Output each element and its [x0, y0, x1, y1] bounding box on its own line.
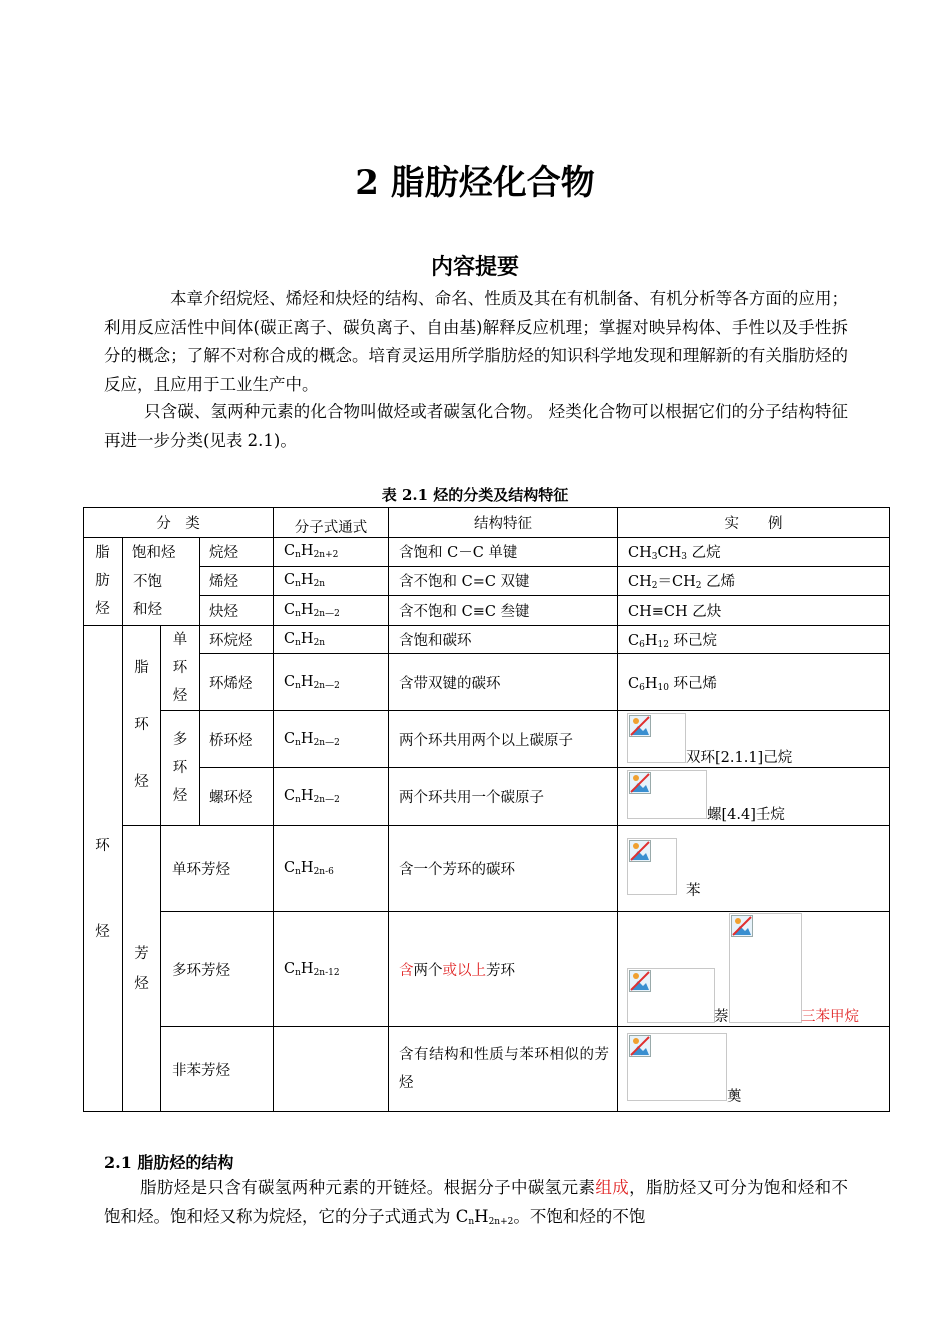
structure-image-spirononane	[627, 770, 707, 819]
row-example-alkene: $CH_2=CH_2$ 乙烯	[628, 574, 736, 591]
broken-image-icon	[629, 970, 651, 992]
structure-image-bicyclohexane	[627, 713, 686, 763]
row-feature-bridged: 两个环共用两个以上碳原子	[399, 732, 573, 749]
row-name-alkene: 烯烃	[209, 574, 238, 590]
structure-image-azulene	[627, 1033, 727, 1101]
section-subtitle: 内容提要	[430, 255, 519, 280]
group-saturated: 饱和烃	[132, 545, 176, 561]
row-example-alkyne: CH≡CH 乙炔	[628, 603, 722, 620]
paragraph-classification: 只含碳、氢两种元素的化合物叫做烃或者碳氢化合物。 烃类化合物可以根据它们的分子结构特征再进一步分类(见表 2.1)。	[104, 402, 848, 450]
group-aromatic: 芳 烃	[134, 945, 149, 992]
row-example-azulene: 薁	[727, 1089, 742, 1105]
row-formula-cycloalkene: $C_nH_{2n—2}$	[284, 673, 340, 691]
row-example-cycloalkane: $C_6H_{12}$ 环己烷	[628, 633, 718, 650]
row-feature-monoaromatic: 含一个芳环的碳环	[399, 862, 515, 878]
structure-image-benzene	[627, 838, 677, 895]
page-title: 2 脂肪烃化合物	[355, 163, 595, 203]
row-name-alkane: 烷烃	[209, 545, 238, 561]
row-formula-alkene: $C_nH_{2n}$	[284, 572, 326, 589]
row-feature-alkene: 含不饱和 C=C 双键	[399, 574, 530, 590]
broken-image-icon	[629, 715, 651, 737]
row-formula-alkyne: $C_nH_{2n—2}$	[284, 601, 340, 619]
row-formula-bridged: $C_nH_{2n—2}$	[284, 730, 340, 748]
group-aliphatic: 脂 肪 烃	[95, 545, 110, 617]
row-example-monoaromatic: 苯	[686, 883, 701, 899]
row-name-alkyne: 炔烃	[209, 603, 238, 620]
header-formula: 分子式通式	[294, 519, 368, 536]
row-formula-alkane: $C_nH_{2n+2}$	[284, 543, 339, 560]
row-feature-cycloalkene: 含带双键的碳环	[399, 675, 501, 692]
row-example-alkane: $CH_3CH_3$ 乙烷	[628, 545, 721, 562]
group-unsaturated: 不饱 和烃	[133, 573, 162, 618]
header-feature: 结构特征	[474, 515, 532, 532]
row-name-monoaromatic: 单环芳烃	[172, 862, 230, 878]
row-feature-spiro: 两个环共用一个碳原子	[399, 790, 544, 806]
row-feature-cycloalkane: 含饱和碳环	[399, 633, 472, 649]
structure-image-triphenylmethane	[729, 913, 802, 1023]
row-formula-polyaromatic: $C_nH_{2n-12}$	[284, 960, 340, 978]
row-feature-alkane: 含饱和 C－C 单键	[399, 545, 518, 561]
row-name-spiro: 螺环烃	[209, 790, 253, 806]
broken-image-icon	[731, 915, 753, 937]
group-cyclic: 环 烃	[95, 837, 110, 940]
row-name-nonbenzenoid: 非苯芳烃	[172, 1062, 230, 1079]
table-caption: 表 2.1 烃的分类及结构特征	[381, 486, 569, 504]
row-example-bridged: 双环[2.1.1]己烷	[686, 750, 793, 766]
row-feature-polyaromatic: 含两个或以上芳环	[399, 962, 515, 979]
paragraph-structure: 脂肪烃是只含有碳氢两种元素的开链烃。根据分子中碳氢元素组成，脂肪烃又可分为饱和烃和不饱和烃。饱和烃又称为烷烃，它的分子式通式为 $C_nH_{2n+2}$。不饱和烃的不饱	[104, 1178, 849, 1227]
group-monocyclic: 单 环 烃	[172, 632, 188, 704]
broken-image-icon	[629, 840, 651, 862]
row-name-cycloalkene: 环烯烃	[209, 675, 253, 692]
row-example-cycloalkene: $C_6H_{10}$ 环己烯	[628, 675, 718, 693]
group-polycyclic: 多 环 烃	[172, 732, 188, 804]
broken-image-icon	[629, 1035, 651, 1057]
row-name-bridged: 桥环烃	[209, 732, 253, 749]
row-example-naphthalene: 萘	[714, 1009, 729, 1025]
row-formula-monoaromatic: $C_nH_{2n-6}$	[284, 860, 334, 877]
structure-image-naphthalene	[627, 968, 715, 1023]
row-feature-nonbenzenoid: 含有结构和性质与苯环相似的芳烃	[399, 1047, 609, 1091]
header-category: 分 类	[156, 515, 200, 532]
row-example-triphenylmethane: 三苯甲烷	[801, 1009, 859, 1025]
row-formula-spiro: $C_nH_{2n—2}$	[284, 788, 340, 805]
row-name-cycloalkane: 环烷烃	[209, 633, 253, 649]
header-example: 实 例	[724, 515, 783, 532]
section-heading: 2.1 脂肪烃的结构	[104, 1153, 234, 1172]
row-name-polyaromatic: 多环芳烃	[172, 962, 230, 979]
paragraph-summary: 本章介绍烷烃、烯烃和炔烃的结构、命名、性质及其在有机制备、有机分析等各方面的应用；利用反应活性中间体(碳正离子、碳负离子、自由基)解释反应机理；掌握对映异构体、手性以及手性拆分的概念；了解不对称合成的概念。培育灵运用所学脂肪烃的知识科学地发现和理解新的有关脂肪烃的反应，且应用于工业生产中。	[104, 289, 848, 394]
broken-image-icon	[629, 772, 651, 794]
row-formula-cycloalkane: $C_nH_{2n}$	[284, 631, 326, 648]
group-alicyclic: 脂 环 烃	[134, 660, 149, 790]
row-example-spiro: 螺[4.4]壬烷	[707, 807, 785, 823]
row-feature-alkyne: 含不饱和 C≡C 叁键	[399, 603, 530, 620]
